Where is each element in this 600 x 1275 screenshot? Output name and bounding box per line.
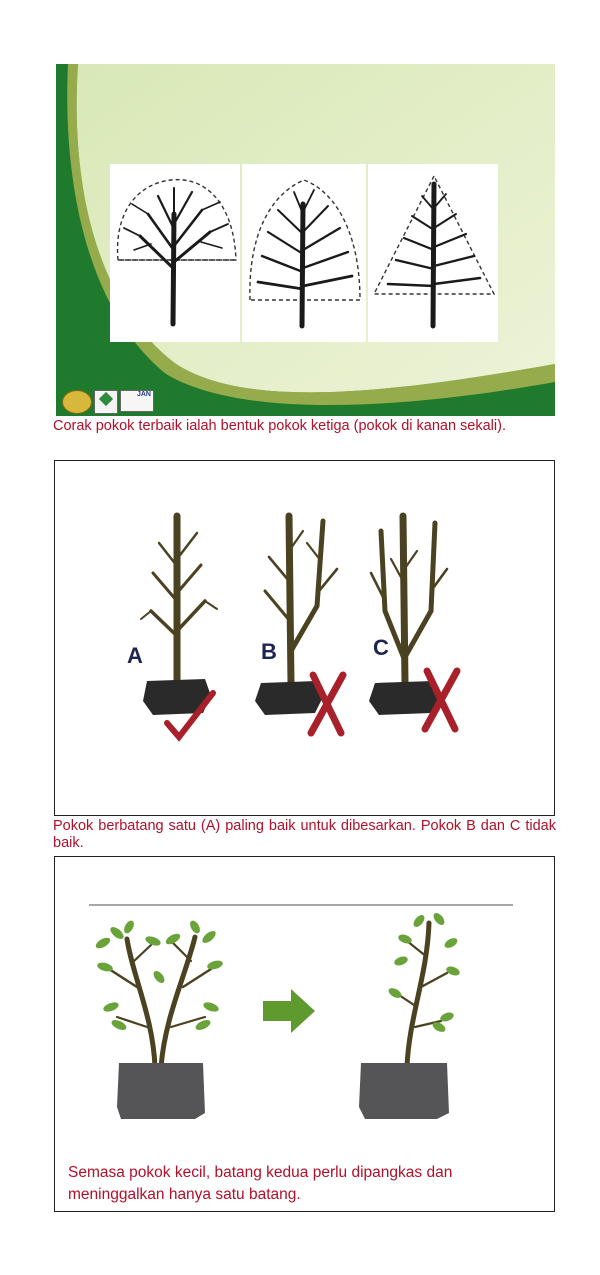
caption-single-trunk: Pokok berbatang satu (A) paling baik untuk dibesarkan. Pokok B dan C tidak baik. [53,818,556,851]
root-ball-b [255,681,323,715]
pruning-panel [54,856,555,1212]
arrow-right-icon [263,989,315,1033]
program-logo [120,390,154,412]
label-a: A [127,643,143,668]
agency-logo [94,390,118,414]
tree-shapes-illustration [56,64,555,416]
pot-before [117,1063,205,1119]
seedling-after [359,911,461,1119]
caption-pruning: Semasa pokok kecil, batang kedua perlu dipangkas dan meninggalkan hanya satu batang. [68,1164,453,1203]
tree-b [255,516,343,733]
label-b: B [261,639,277,664]
tree-shapes-panel [56,64,555,416]
tree-a [127,516,217,737]
seedling-before [94,919,224,1119]
root-ball-c [369,681,439,715]
program-logo-text: JAN [136,391,151,398]
tree-c [369,516,457,729]
trunk-comparison-panel [54,460,555,816]
trunk-comparison-illustration [55,461,553,814]
caption-tree-shape: Corak pokok terbaik ialah bentuk pokok ketiga (pokok di kanan sekali). [53,418,506,434]
label-c: C [373,635,389,660]
emblem-logo [62,390,92,414]
pot-after [359,1063,449,1119]
pruning-illustration [55,857,553,1157]
